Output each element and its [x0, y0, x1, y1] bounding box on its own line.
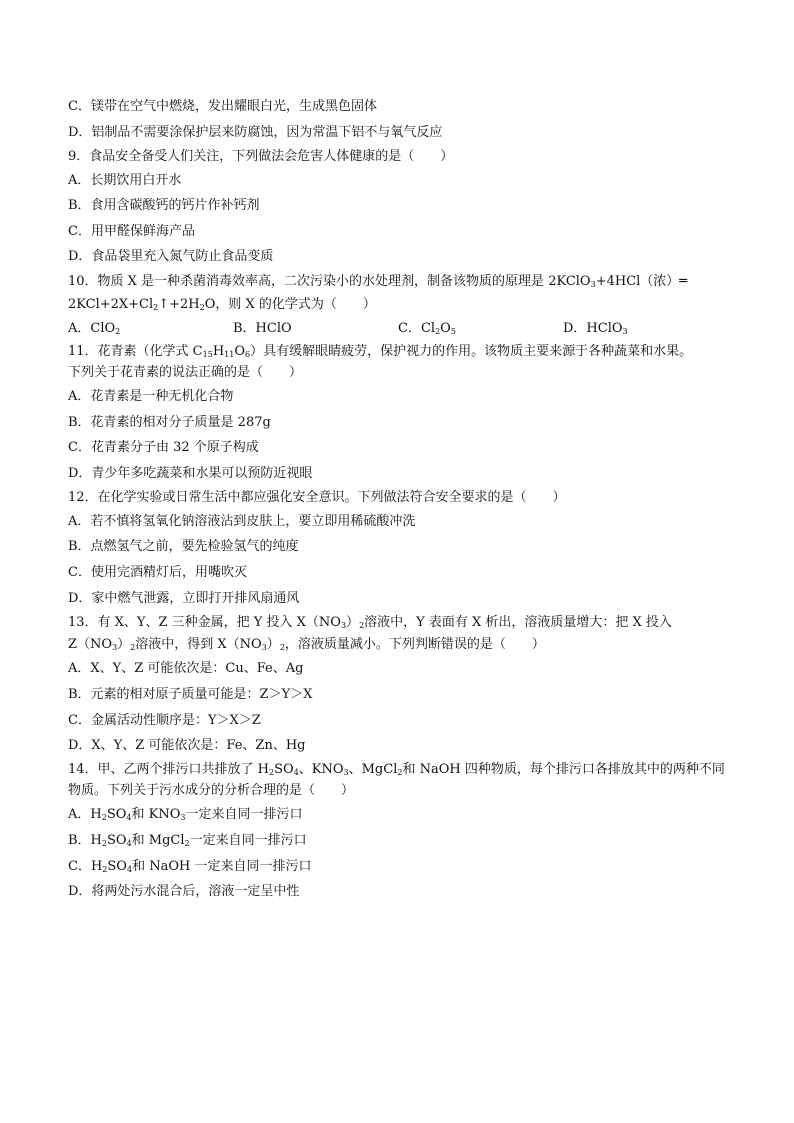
- q9-option-d: D．食品袋里充入氮气防止食品变质: [68, 249, 274, 264]
- q13-option-b: B．元素的相对原子质量可能是：Z＞Y＞X: [68, 687, 313, 702]
- q9-stem: 9．食品安全备受人们关注，下列做法会危害人体健康的是（ ）: [68, 149, 454, 164]
- q13-stem-line2: $Z(NO_3)_2$溶液中，得到 $X(NO_3)_2$，溶液质量减小。下列判断错误的是（ ）: [68, 637, 545, 652]
- q11-option-c: C．花青素分子由 32 个原子构成: [68, 440, 259, 455]
- q13-option-c: C．金属活动性顺序是：Y＞X＞Z: [68, 713, 261, 728]
- q8-option-c: C．镁带在空气中燃烧，发出耀眼白光，生成黑色固体: [68, 99, 377, 114]
- q13-option-d: D．X、Y、Z 可能依次是：Fe、Zn、Hg: [68, 738, 306, 753]
- q9-option-b: B．食用含碳酸钙的钙片作补钙剂: [68, 198, 260, 213]
- q12-option-c: C．使用完酒精灯后，用嘴吹灭: [68, 565, 247, 580]
- q10-option-c: C．$Cl_2O_5$: [398, 321, 456, 336]
- q10-stem-line1: 10．物质 X 是一种杀菌消毒效率高，二次污染小的水处理剂，制备该物质的原理是 2KClO$_3$+4HCl（浓）═: [68, 274, 688, 289]
- q10-option-b: B．HClO: [233, 321, 292, 336]
- q10-option-a: A．ClO$_2$: [68, 321, 121, 336]
- q14-option-b: B．$H_2SO_4$和 MgCl$_2$一定来自同一排污口: [68, 833, 307, 848]
- q12-option-d: D．家中燃气泄露，立即打开排风扇通风: [68, 591, 300, 606]
- q12-option-b: B．点燃氢气之前，要先检验氢气的纯度: [68, 539, 299, 554]
- q10-stem-line2: $2KCl+2X+Cl_2↑+2H_2O$，则 X 的化学式为（ ）: [68, 297, 376, 312]
- q11-option-b: B．花青素的相对分子质量是 287g: [68, 415, 271, 430]
- q13-stem-line1: 13．有 X、Y、Z 三种金属，把 Y 投入 $X(NO_3)_2$溶液中，Y 表面有 X 析出，溶液质量增大：把 X 投入: [68, 615, 672, 630]
- q8-option-d: D．铝制品不需要涂保护层来防腐蚀，因为常温下铝不与氧气反应: [68, 125, 443, 140]
- q11-stem-line1: 11．花青素（化学式 $C_{15}H_{11}O_6$）具有缓解眼睛疲劳，保护视力的作用。该物质主要来源于各种蔬菜和水果。: [68, 344, 693, 359]
- q14-option-c: C．$H_2SO_4$和 NaOH 一定来自同一排污口: [68, 859, 312, 874]
- q11-option-a: A．花青素是一种无机化合物: [68, 389, 234, 404]
- q14-option-d: D．将两处污水混合后，溶液一定呈中性: [68, 884, 300, 899]
- q11-option-d: D．青少年多吃蔬菜和水果可以预防近视眼: [68, 466, 313, 481]
- q14-option-a: A．$H_2SO_4$和 $KNO_3$一定来自同一排污口: [68, 807, 303, 822]
- q14-stem-line2: 物质。下列关于污水成分的分析合理的是（ ）: [68, 783, 355, 798]
- q10-option-d: D．HClO$_3$: [563, 321, 628, 336]
- q9-option-a: A．长期饮用白开水: [68, 173, 182, 188]
- q9-option-c: C．用甲醛保鲜海产品: [68, 224, 195, 239]
- q13-option-a: A．X、Y、Z 可能依次是：Cu、Fe、Ag: [68, 661, 304, 676]
- q12-option-a: A．若不慎将氢氧化钠溶液沾到皮肤上，要立即用稀硫酸冲洗: [68, 514, 416, 529]
- q12-stem: 12．在化学实验或日常生活中都应强化安全意识。下列做法符合安全要求的是（ ）: [68, 490, 566, 505]
- q11-stem-line2: 下列关于花青素的说法正确的是（ ）: [68, 365, 303, 380]
- q14-stem-line1: 14．甲、乙两个排污口共排放了 $H_2SO_4$、$KNO_3$、MgCl$_2$和 NaOH 四种物质，每个排污口各排放其中的两种不同: [68, 762, 725, 777]
